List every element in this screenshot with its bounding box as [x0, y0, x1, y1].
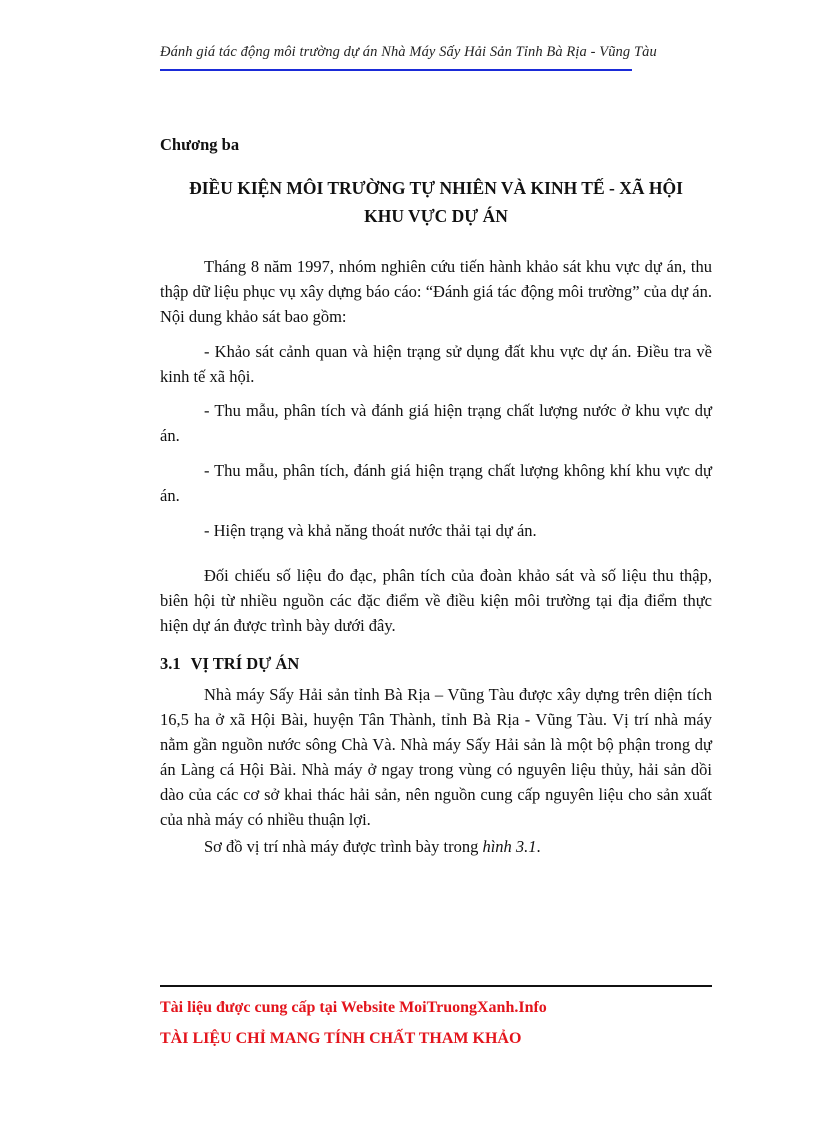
survey-item: - Khảo sát cảnh quan và hiện trạng sử dụng đất khu vực dự án. Điều tra về kinh tế xã hội.	[160, 342, 712, 386]
section-heading	[160, 654, 299, 674]
figure-reference-end: .	[536, 837, 541, 856]
summary-paragraph: Đối chiếu số liệu đo đạc, phân tích của đoàn khảo sát và số liệu thu thập, biên hội từ nhiều nguồn các đặc điểm về điều kiện môi trường tại địa điểm thực hiện dự án được trình bày dưới đây.	[160, 566, 712, 635]
footer-source-notice: Tài liệu được cung cấp tại Website MoiTruongXanh.Info	[160, 999, 547, 1016]
section-title: VỊ TRÍ DỰ ÁN	[190, 654, 300, 673]
section-number: 3.1	[160, 654, 181, 673]
survey-item: - Thu mẫu, phân tích và đánh giá hiện trạng chất lượng nước ở khu vực dự án.	[160, 401, 712, 445]
figure-reference-text: Sơ đồ vị trí nhà máy được trình bày trong	[204, 837, 483, 856]
survey-item: - Thu mẫu, phân tích, đánh giá hiện trạng chất lượng không khí khu vực dự án.	[160, 461, 712, 505]
intro-paragraph: Tháng 8 năm 1997, nhóm nghiên cứu tiến hành khảo sát khu vực dự án, thu thập dữ liệu phục vụ xây dựng báo cáo: “Đánh giá tác động môi trường” của dự án. Nội dung khảo sát bao gồm:	[160, 257, 712, 326]
chapter-label: Chương ba	[160, 135, 240, 154]
figure-reference-link: hình 3.1	[482, 837, 537, 856]
running-header: Đánh giá tác động môi trường dự án Nhà Máy Sấy Hải Sản Tỉnh Bà Rịa - Vũng Tàu	[160, 44, 657, 60]
chapter-title	[160, 174, 712, 230]
footer-rule	[160, 985, 712, 987]
footer-disclaimer: TÀI LIỆU CHỈ MANG TÍNH CHẤT THAM KHẢO	[160, 1030, 522, 1047]
chapter-title-line-1: ĐIỀU KIỆN MÔI TRƯỜNG TỰ NHIÊN VÀ KINH TẾ - XÃ HỘI	[189, 178, 683, 198]
figure-reference-paragraph	[160, 834, 712, 859]
header-rule	[160, 69, 632, 71]
survey-item: - Hiện trạng và khả năng thoát nước thải tại dự án.	[204, 521, 537, 540]
section-paragraph: Nhà máy Sấy Hải sản tỉnh Bà Rịa – Vũng Tàu được xây dựng trên diện tích 16,5 ha ở xã Hội Bài, huyện Tân Thành, tỉnh Bà Rịa - Vũng Tàu. Vị trí nhà máy nằm gần nguồn nước sông Chà Và. Nhà máy Sấy Hải sản là một bộ phận trong dự án Làng cá Hội Bài. Nhà máy ở ngay trong vùng có nguyên liệu thủy, hải sản dồi dào của các cơ sở khai thác hải sản, nên nguồn cung cấp nguyên liệu cho sản xuất của nhà máy có nhiều thuận lợi.	[160, 685, 712, 829]
chapter-title-line-2: KHU VỰC DỰ ÁN	[364, 206, 508, 226]
